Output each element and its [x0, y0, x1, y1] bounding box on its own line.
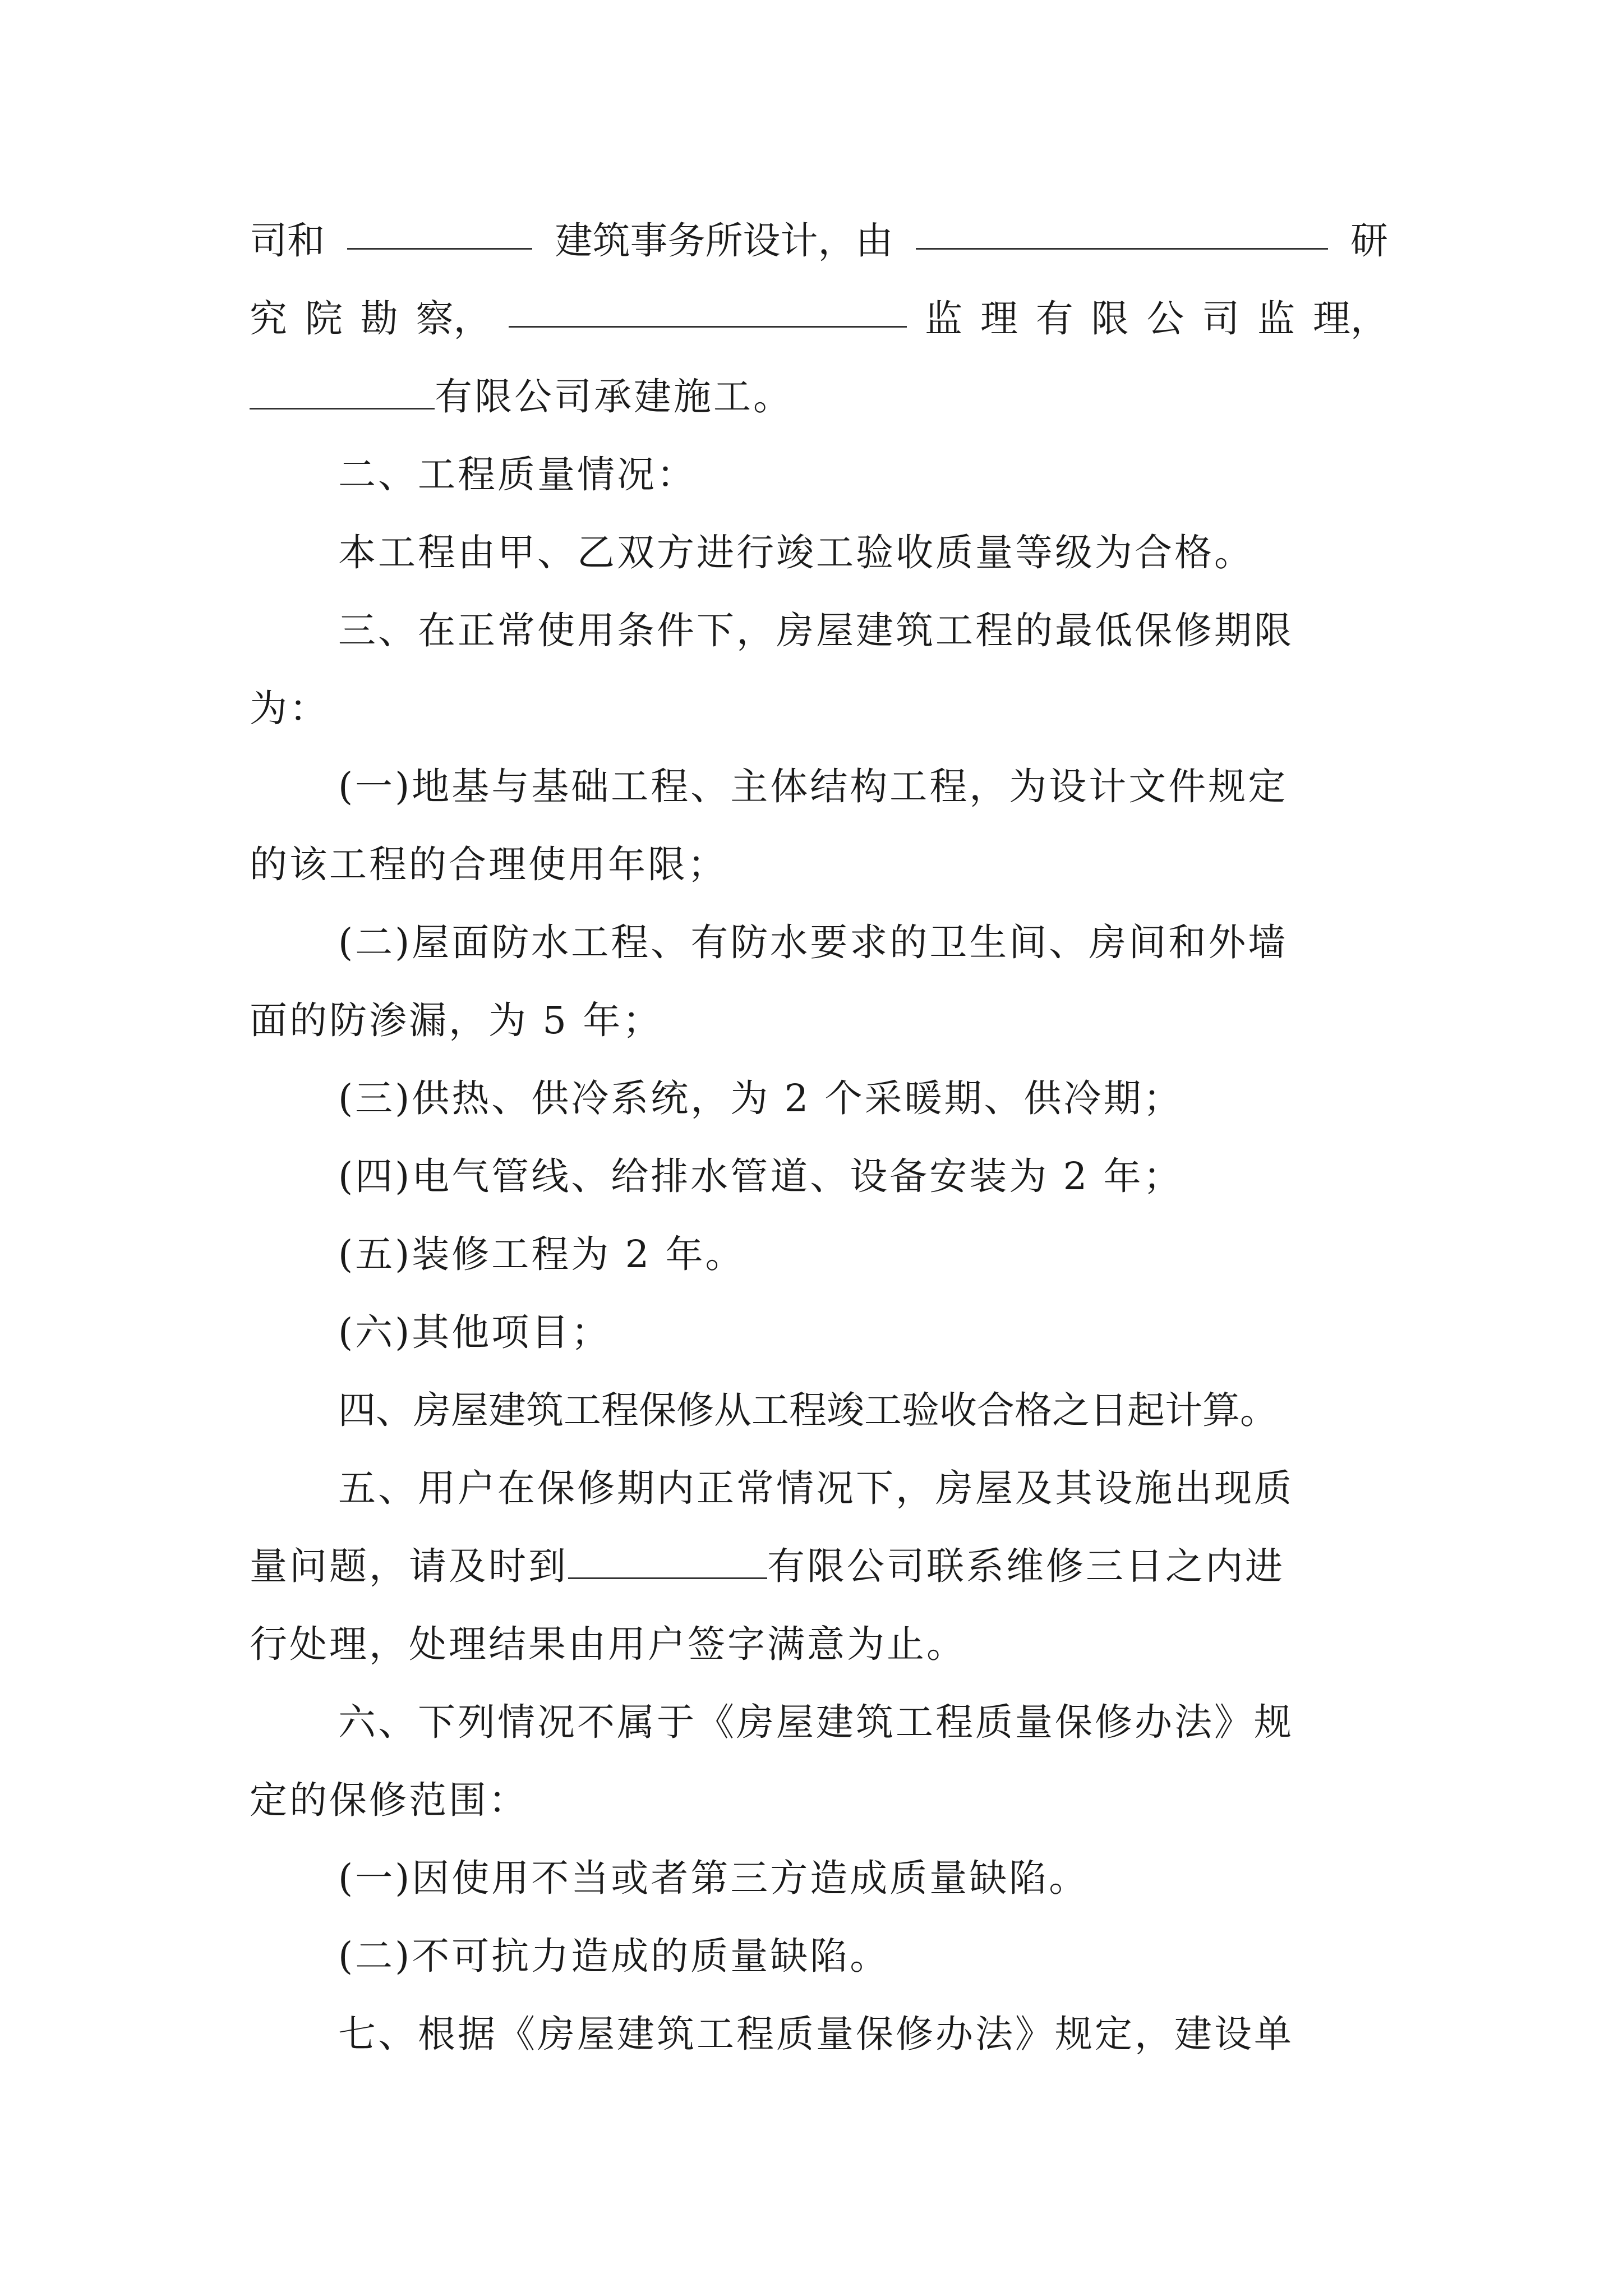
list-item: (三)供热、供冷系统，为 2 个采暖期、供冷期； [338, 1076, 1183, 1120]
paragraph-line: 的该工程的合理使用年限； [250, 843, 727, 886]
text-segment: 究 [250, 297, 287, 341]
text-segment: 勘 [360, 297, 398, 341]
text-segment: 司 [1202, 297, 1240, 341]
text-segment: 有 [1035, 297, 1073, 341]
text-segment: 司和 [250, 219, 325, 263]
text-segment: 公 [1146, 297, 1184, 341]
list-item: (四)电气管线、给排水管道、设备安装为 2 年； [338, 1154, 1183, 1198]
text-segment: 监 [925, 297, 963, 341]
paragraph-line: 行处理，处理结果由用户签字满意为止。 [250, 1622, 966, 1666]
text-segment: 研 [1350, 219, 1388, 263]
fill-in-blank[interactable] [509, 280, 907, 328]
list-item: (一)地基与基础工程、主体结构工程，为设计文件规定 [338, 765, 1288, 808]
fill-in-blank[interactable] [347, 202, 532, 250]
text-line-2 [250, 280, 1388, 358]
section-heading: 六、下列情况不属于《房屋建筑工程质量保修办法》规 [338, 1700, 1294, 1744]
section-heading: 二、工程质量情况： [338, 453, 697, 496]
text-segment: 理 [980, 297, 1018, 341]
text-segment: 察， [416, 297, 491, 341]
list-item: (二)屋面防水工程、有防水要求的卫生间、房间和外墙 [338, 921, 1288, 964]
list-item: (五)装修工程为 2 年。 [338, 1232, 745, 1276]
text-segment: 有限公司联系维修三日之内进 [767, 1544, 1285, 1588]
text-segment: 监 [1257, 297, 1295, 341]
paragraph-line: 面的防渗漏，为 5 年； [250, 999, 663, 1042]
text-line-1 [250, 202, 1388, 280]
text-segment: 限 [1091, 297, 1129, 341]
text-segment: 建筑事务所设计，由 [555, 219, 893, 263]
fill-in-blank[interactable] [568, 1531, 767, 1579]
fill-in-blank[interactable] [250, 362, 435, 409]
list-item: (二)不可抗力造成的质量缺陷。 [338, 1934, 890, 1978]
list-item: (六)其他项目； [338, 1310, 611, 1354]
fill-in-blank[interactable] [916, 202, 1328, 250]
text-line-18 [250, 1527, 1388, 1605]
section-heading: 七、根据《房屋建筑工程质量保修办法》规定，建设单 [338, 2012, 1294, 2056]
text-segment: 量问题，请及时到 [250, 1544, 568, 1588]
list-item: (一)因使用不当或者第三方造成质量缺陷。 [338, 1856, 1089, 1900]
text-line-3 [250, 358, 1388, 436]
text-segment: 理， [1312, 297, 1388, 341]
section-heading: 四、房屋建筑工程保修从工程竣工验收合格之日起计算。 [338, 1388, 1278, 1432]
paragraph-line: 本工程由甲、乙双方进行竣工验收质量等级为合格。 [338, 531, 1254, 574]
text-segment: 有限公司承建施工。 [435, 375, 793, 418]
section-heading: 五、用户在保修期内正常情况下，房屋及其设施出现质 [338, 1466, 1294, 1510]
text-segment: 院 [305, 297, 343, 341]
paragraph-line: 为： [250, 687, 329, 730]
document-body [250, 202, 1388, 2073]
paragraph-line: 定的保修范围： [250, 1778, 528, 1822]
section-heading: 三、在正常使用条件下，房屋建筑工程的最低保修期限 [338, 609, 1294, 652]
